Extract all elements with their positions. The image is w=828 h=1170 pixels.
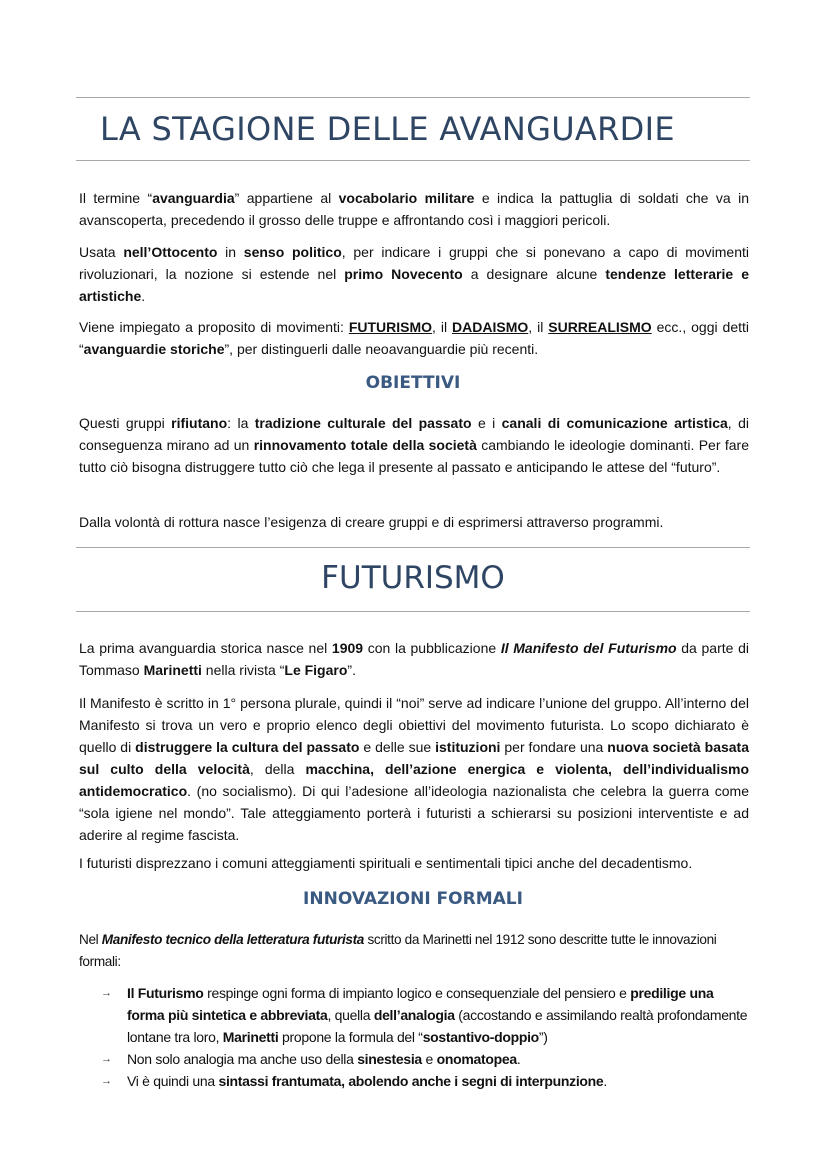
emphasis-text: sinestesia [357,1051,422,1067]
emphasis-text: senso politico [243,244,342,260]
paragraph-avanguardia-definition [79,187,749,231]
emphasis-text: Marinetti [222,1029,279,1045]
emphasis-text: onomatopea [436,1051,517,1067]
text-run: , di conseguenza mirano ad un [79,415,749,453]
text-run: e indica la pattuglia di soldati che va in avanscoperta, precedendo il grosso delle truppe e affrontando così i maggiori pericoli. [79,190,749,228]
emphasis-text: rifiutano [171,415,228,431]
divider [76,611,750,612]
emphasis-text: nell’Ottocento [123,244,218,260]
page-title: LA STAGIONE DELLE AVANGUARDIE [100,110,675,148]
paragraph-movimenti [79,316,749,360]
text-run: da parte di Tommaso [79,640,749,678]
heading-innovazioni-formali: INNOVAZIONI FORMALI [303,889,523,909]
text-run: , per indicare i gruppi che si ponevano a capo di movimenti rivoluzionari, la nozione si estende nel [79,244,749,282]
divider [76,160,750,161]
emphasis-text: Il Manifesto del Futurismo [500,640,677,656]
emphasis-text: Marinetti [143,662,202,678]
text-run: propone la formula del “ [278,1029,423,1045]
divider [76,547,750,548]
text-run: (accostando e assimilando realtà profondamente lontane tra loro, [127,1007,748,1045]
emphasis-text: avanguardie storiche [83,341,225,357]
text-run: in [217,244,244,260]
paragraph-rottura [79,511,749,533]
text-run: per fondare una [500,739,608,755]
text-run: Non solo analogia ma anche uso della [127,1051,358,1067]
text-run: nella rivista “ [201,662,285,678]
text-run: Dalla volontà di rottura nasce l’esigenza di creare gruppi e di esprimersi attraverso programmi. [79,514,664,530]
text-run: respinge ogni forma di impianto logico e consequenziale del pensiero e [203,985,631,1001]
text-run: scritto da Marinetti nel 1912 sono descritte tutte le innovazioni formali: [79,932,717,969]
text-run: : la [227,415,255,431]
text-run: . [603,1073,608,1089]
list-item [79,1048,749,1070]
list-item-text [127,985,747,1045]
emphasis-text: sintassi frantumata, abolendo anche i segni di interpunzione [218,1073,604,1089]
text-run: cambiando le ideologie dominanti. Per fare tutto ciò bisogna distruggere tutto ciò che lega il presente al passato e anticipando le attese del “futuro”. [79,437,749,475]
heading-obiettivi: OBIETTIVI [365,373,461,393]
paragraph-decadentismo [79,852,749,874]
paragraph-obiettivi [79,412,749,478]
text-run: e delle sue [359,739,436,755]
text-run: e [421,1051,437,1067]
list-item-text [127,1073,607,1089]
emphasis-text: SURREALISMO [548,319,652,335]
emphasis-text: predilige una forma più sintetica e abbreviata [127,985,714,1023]
text-run: La prima avanguardia storica nasce nel [79,640,332,656]
paragraph-manifesto-contenuti [79,692,749,846]
list-item [79,982,749,1048]
text-run: Nel [79,932,102,947]
emphasis-text: dell’analogia [373,1007,455,1023]
heading-futurismo: FUTURISMO [321,560,505,596]
text-run: ”) [538,1029,548,1045]
list-item [79,1070,749,1092]
text-run: con la pubblicazione [363,640,501,656]
emphasis-text: Il Futurismo [127,985,204,1001]
text-run: Il termine “ [79,190,153,206]
text-run: e i [471,415,502,431]
emphasis-text: FUTURISMO [348,319,433,335]
text-run: ”. [347,662,356,678]
text-run: Vi è quindi una [127,1073,219,1089]
emphasis-text: tradizione culturale del passato [254,415,472,431]
text-run: a designare alcune [462,266,606,282]
text-run: Il Manifesto è scritto in 1° persona plurale, quindi il “noi” serve ad indicare l’unione del gruppo. All’interno del Manifesto si trova un vero e proprio elenco degli obiettivi del movimento futurista. Lo scopo dichiarato è quello di [79,695,749,755]
paragraph-manifesto-1909 [79,637,749,681]
arrow-right-icon: → [101,1053,112,1065]
emphasis-text: macchina, dell’azione energica e violenta, dell’individualismo antidemocratico [79,761,750,799]
text-run: . [516,1051,521,1067]
arrow-right-icon: → [101,987,112,999]
emphasis-text: avanguardia [152,190,235,206]
divider [76,97,750,98]
paragraph-ottocento [79,241,749,307]
paragraph-manifesto-tecnico [79,929,749,973]
text-run: , quella [327,1007,374,1023]
emphasis-text: Le Figaro [284,662,348,678]
text-run: . [141,288,146,304]
text-run: , il [432,319,453,335]
text-run: Viene impiegato a proposito di movimenti: [79,319,349,335]
emphasis-text: istituzioni [435,739,501,755]
text-run: . (no socialismo). Di qui l’adesione all’ideologia nazionalista che celebra la guerra come “sola igiene nel mondo”. Tale atteggiamento porterà i futuristi a schierarsi su posizioni interventiste e ad aderire al regime fascista. [79,783,749,843]
emphasis-text: distruggere la cultura del passato [135,739,360,755]
emphasis-text: vocabolario militare [338,190,475,206]
emphasis-text: Manifesto tecnico della letteratura futurista [101,932,365,947]
list-item-text [127,1051,520,1067]
emphasis-text: sostantivo-doppio [422,1029,539,1045]
emphasis-text: rinnovamento totale della società [253,437,477,453]
text-run: , della [249,761,306,777]
emphasis-text: DADAISMO [452,319,529,335]
text-run: ” appartiene al [234,190,339,206]
innovazioni-list [79,982,749,1092]
text-run: , il [528,319,549,335]
text-run: Questi gruppi [79,415,172,431]
text-run: I futuristi disprezzano i comuni atteggiamenti spirituali e sentimentali tipici anche del decadentismo. [79,855,693,871]
emphasis-text: nuova società basata sul culto della velocità [79,739,749,777]
emphasis-text: canali di comunicazione artistica [501,415,728,431]
emphasis-text: tendenze letterarie e artistiche [79,266,749,304]
emphasis-text: 1909 [331,640,364,656]
text-run: ”, per distinguerli dalle neoavanguardie più recenti. [224,341,539,357]
emphasis-text: primo Novecento [344,266,463,282]
text-run: Usata [79,244,124,260]
text-run: ecc., oggi detti “ [79,319,750,357]
arrow-right-icon: → [101,1075,112,1087]
